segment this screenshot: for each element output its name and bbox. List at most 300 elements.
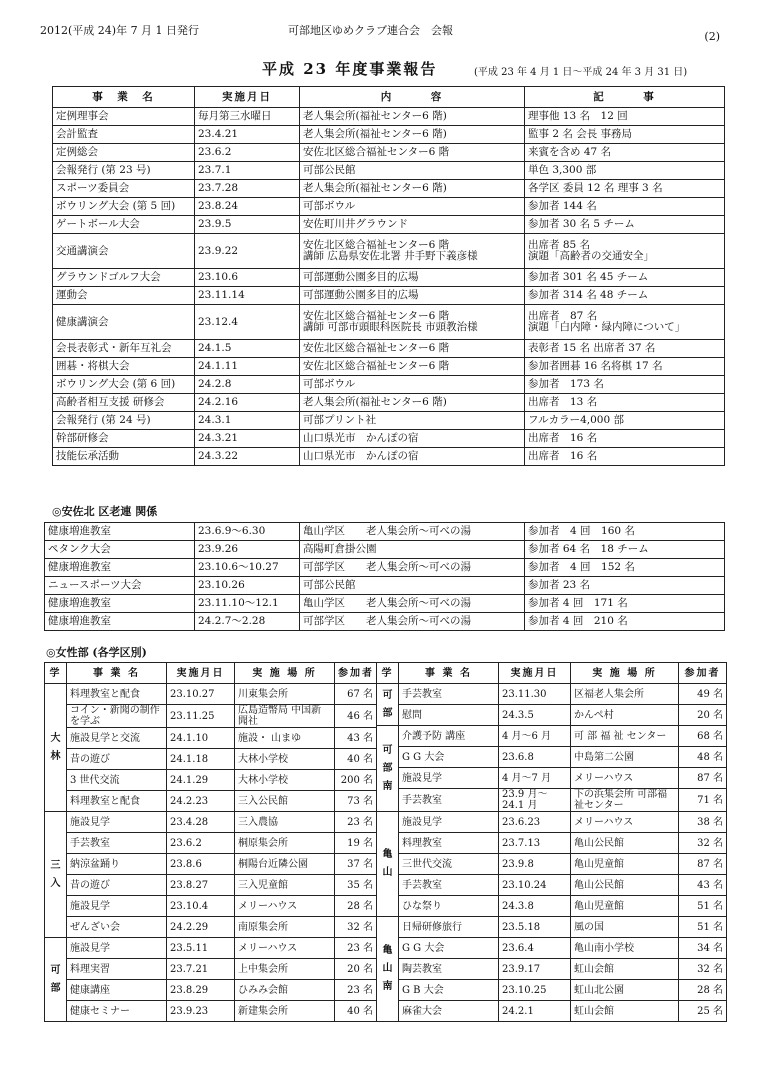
- kurouren-note: 参加者 23 名: [525, 577, 725, 595]
- women-place: 亀山公民館: [571, 833, 679, 854]
- women-place: かんぺ村: [571, 705, 679, 726]
- report-note-line: 単色 3,300 部: [528, 164, 597, 176]
- women-place: 三入児童館: [235, 875, 335, 896]
- women-date: 23.8.29: [167, 980, 235, 1001]
- report-date: 24.3.1: [195, 412, 300, 430]
- women-row: [45, 812, 377, 833]
- district-label: 三入: [45, 812, 67, 938]
- report-name: 会計監査: [53, 126, 195, 144]
- report-row: [53, 198, 725, 216]
- report-note-line: フルカラー4,000 部: [528, 414, 624, 426]
- women-count: 40 名: [335, 749, 377, 770]
- report-date: 24.3.21: [195, 430, 300, 448]
- women-place: メリーハウス: [571, 812, 679, 833]
- women-table-right: [376, 662, 727, 1022]
- report-date: 23.9.22: [195, 234, 300, 269]
- report-content: [300, 448, 525, 466]
- women-date: 24.1.10: [167, 728, 235, 749]
- report-date: 23.7.1: [195, 162, 300, 180]
- women-count: 40 名: [335, 1001, 377, 1022]
- women-row: [377, 896, 727, 917]
- report-note: [525, 412, 725, 430]
- report-note: [525, 394, 725, 412]
- women-date: 23.5.11: [167, 938, 235, 959]
- women-date: 23.11.30: [499, 684, 571, 705]
- women-row: [377, 833, 727, 854]
- kurouren-name: 健康増進教室: [45, 595, 195, 613]
- women-count: 87 名: [679, 854, 727, 875]
- women-event: 納涼盆踊り: [67, 854, 167, 875]
- report-note-line: 監事 2 名 会長 事務局: [528, 128, 633, 140]
- col-district: 学: [377, 663, 399, 684]
- kurouren-date: 23.10.26: [195, 577, 300, 595]
- report-name: グラウンドゴルフ大会: [53, 269, 195, 287]
- women-date: 4 月〜7 月: [499, 768, 571, 789]
- women-event: ひな祭り: [399, 896, 499, 917]
- report-note-line: 演題「高齢者の交通安全」: [528, 250, 654, 262]
- report-row: [53, 305, 725, 340]
- kurouren-name: 健康増進教室: [45, 559, 195, 577]
- women-place: 虹山北公園: [571, 980, 679, 1001]
- district-label: 大林: [45, 684, 67, 812]
- women-date: 23.9.8: [499, 854, 571, 875]
- col-event: 事 業 名: [399, 663, 499, 684]
- women-event: 施設見学: [399, 768, 499, 789]
- report-row: [53, 376, 725, 394]
- women-place: 下の浜集会所 可部福祉センター: [571, 789, 679, 812]
- women-date: 24.2.23: [167, 791, 235, 812]
- women-row: [45, 896, 377, 917]
- women-count: 51 名: [679, 917, 727, 938]
- report-content: [300, 144, 525, 162]
- women-place: 施設・ 山まゆ: [235, 728, 335, 749]
- kurouren-date: 24.2.7〜2.28: [195, 613, 300, 631]
- women-place: メリーハウス: [235, 896, 335, 917]
- women-row: [45, 875, 377, 896]
- report-content-line: 老人集会所(福祉センター6 階): [303, 110, 447, 122]
- women-row: [377, 1001, 727, 1022]
- women-event: ぜんざい会: [67, 917, 167, 938]
- annual-report-table: [52, 86, 725, 466]
- col-place: 実 施 場 所: [235, 663, 335, 684]
- report-name: 健康講演会: [53, 305, 195, 340]
- col-date: 実施月日: [499, 663, 571, 684]
- women-count: 25 名: [679, 1001, 727, 1022]
- women-event: 3 世代交流: [67, 770, 167, 791]
- report-date: 24.1.11: [195, 358, 300, 376]
- report-note-line: 参加者 30 名 5 チーム: [528, 218, 635, 230]
- women-row: [45, 854, 377, 875]
- women-date: 23.9 月〜 24.1 月: [499, 789, 571, 812]
- district-label: 可部: [45, 938, 67, 1022]
- report-note: [525, 358, 725, 376]
- women-place: 三入農協: [235, 812, 335, 833]
- report-content: [300, 376, 525, 394]
- women-table-left: [44, 662, 377, 1022]
- women-count: 73 名: [335, 791, 377, 812]
- women-count: 67 名: [335, 684, 377, 705]
- women-event: 施設見学: [67, 896, 167, 917]
- women-event: 施設見学: [399, 812, 499, 833]
- report-note: [525, 126, 725, 144]
- kurouren-date: 23.10.6〜10.27: [195, 559, 300, 577]
- women-row: [377, 684, 727, 705]
- women-place: 三入公民館: [235, 791, 335, 812]
- report-note-line: 出席者 85 名: [528, 239, 591, 251]
- report-content-line: 安佐北区総合福祉センター6 階: [303, 342, 450, 354]
- women-row: [45, 938, 377, 959]
- women-count: 38 名: [679, 812, 727, 833]
- women-count: 49 名: [679, 684, 727, 705]
- women-date: 23.4.28: [167, 812, 235, 833]
- report-note-line: 出席者 87 名: [528, 310, 598, 322]
- report-row: [53, 340, 725, 358]
- kurouren-name: ペタンク大会: [45, 541, 195, 559]
- report-row: [53, 216, 725, 234]
- report-content-line: 可部運動公園多目的広場: [303, 289, 419, 301]
- women-event: 手芸教室: [399, 684, 499, 705]
- report-row: [53, 269, 725, 287]
- kurouren-date: 23.9.26: [195, 541, 300, 559]
- women-count: 200 名: [335, 770, 377, 791]
- women-row: [45, 770, 377, 791]
- women-count: 32 名: [335, 917, 377, 938]
- women-count: 28 名: [679, 980, 727, 1001]
- women-place: 桐原集会所: [235, 833, 335, 854]
- report-name: 囲碁・将棋大会: [53, 358, 195, 376]
- report-note-line: 出席者 16 名: [528, 432, 598, 444]
- report-note: [525, 108, 725, 126]
- report-note-line: 出席者 16 名: [528, 450, 598, 462]
- women-event: コイン・新聞の制作を学ぶ: [67, 705, 167, 728]
- women-event: 日帰研修旅行: [399, 917, 499, 938]
- women-event: 昔の遊び: [67, 749, 167, 770]
- kurouren-table: [44, 522, 725, 631]
- kurouren-row: [45, 541, 725, 559]
- women-event: 料理教室: [399, 833, 499, 854]
- col-place: 実 施 場 所: [571, 663, 679, 684]
- women-row: [45, 980, 377, 1001]
- report-row: [53, 287, 725, 305]
- report-content: [300, 126, 525, 144]
- women-row: [377, 959, 727, 980]
- kurouren-note: 参加者 4 回 160 名: [525, 523, 725, 541]
- report-content-line: 老人集会所(福祉センター6 階): [303, 128, 447, 140]
- report-name: 定例理事会: [53, 108, 195, 126]
- women-place: 亀山児童館: [571, 896, 679, 917]
- women-date: 23.10.27: [167, 684, 235, 705]
- report-content-line: 山口県光市 かんぽの宿: [303, 432, 419, 444]
- report-content: [300, 234, 525, 269]
- women-row: [45, 749, 377, 770]
- kurouren-name: 健康増進教室: [45, 613, 195, 631]
- report-note: [525, 340, 725, 358]
- report-row: [53, 448, 725, 466]
- district-label: 亀山南: [377, 917, 399, 1022]
- women-row: [377, 768, 727, 789]
- report-content-line: 可部ボウル: [303, 378, 356, 390]
- district-label: 可部: [377, 684, 399, 726]
- report-note-line: 参加者 301 名 45 チーム: [528, 271, 649, 283]
- women-count: 48 名: [679, 747, 727, 768]
- women-event: 料理教室と配食: [67, 684, 167, 705]
- col-header-content: 内 容: [300, 87, 525, 108]
- kurouren-name: 健康増進教室: [45, 523, 195, 541]
- women-date: 23.9.17: [499, 959, 571, 980]
- women-count: 68 名: [679, 726, 727, 747]
- report-date: 23.4.21: [195, 126, 300, 144]
- report-name: 交通講演会: [53, 234, 195, 269]
- women-row: [377, 917, 727, 938]
- report-note: [525, 287, 725, 305]
- section-kurouren-title: ◎安佐北 区老連 関係: [52, 505, 158, 518]
- women-date: 24.2.29: [167, 917, 235, 938]
- report-row: [53, 126, 725, 144]
- page-number: (2): [704, 30, 720, 43]
- women-row: [377, 705, 727, 726]
- report-content: [300, 198, 525, 216]
- kurouren-row: [45, 523, 725, 541]
- women-date: 23.7.13: [499, 833, 571, 854]
- report-content-line: 講師 可部市頭眼科医院長 市頭教治様: [303, 321, 478, 333]
- report-date: 23.7.28: [195, 180, 300, 198]
- women-event: 三世代交流: [399, 854, 499, 875]
- report-name: 運動会: [53, 287, 195, 305]
- report-note-line: 演題「白内障・緑内障について」: [528, 321, 686, 333]
- report-note-line: 表彰者 15 名 出席者 37 名: [528, 342, 656, 354]
- report-content-line: 可部ボウル: [303, 200, 356, 212]
- report-content: [300, 269, 525, 287]
- women-place: 亀山公民館: [571, 875, 679, 896]
- women-date: 4 月〜6 月: [499, 726, 571, 747]
- report-content-line: 可部プリント社: [303, 414, 377, 426]
- report-content: [300, 412, 525, 430]
- women-place: 上中集会所: [235, 959, 335, 980]
- women-row: [45, 684, 377, 705]
- women-count: 23 名: [335, 812, 377, 833]
- report-note-line: 参加者 314 名 48 チーム: [528, 289, 649, 301]
- page-header: [40, 22, 720, 43]
- women-row: [377, 812, 727, 833]
- women-event: 施設見学: [67, 938, 167, 959]
- women-row: [45, 917, 377, 938]
- col-header-date: 実施月日: [195, 87, 300, 108]
- women-event: 手芸教室: [67, 833, 167, 854]
- women-count: 20 名: [335, 959, 377, 980]
- report-row: [53, 430, 725, 448]
- women-date: 23.10.24: [499, 875, 571, 896]
- women-row: [377, 789, 727, 812]
- women-event: 料理教室と配食: [67, 791, 167, 812]
- women-count: 51 名: [679, 896, 727, 917]
- kurouren-content: 可部公民館: [300, 577, 525, 595]
- district-label: 可部南: [377, 726, 399, 812]
- kurouren-row: [45, 595, 725, 613]
- women-count: 32 名: [679, 833, 727, 854]
- women-event: 施設見学: [67, 812, 167, 833]
- report-content: [300, 216, 525, 234]
- report-note: [525, 216, 725, 234]
- kurouren-note: 参加者 4 回 210 名: [525, 613, 725, 631]
- report-content-line: 安佐町川井グラウンド: [303, 218, 408, 230]
- report-name: 幹部研修会: [53, 430, 195, 448]
- report-note: [525, 376, 725, 394]
- report-note-line: 出席者 13 名: [528, 396, 598, 408]
- report-content: [300, 430, 525, 448]
- women-count: 32 名: [679, 959, 727, 980]
- report-date: 23.9.5: [195, 216, 300, 234]
- women-row: [377, 875, 727, 896]
- kurouren-row: [45, 613, 725, 631]
- women-place: 南原集会所: [235, 917, 335, 938]
- report-row: [53, 358, 725, 376]
- women-place: 亀山児童館: [571, 854, 679, 875]
- women-count: 35 名: [335, 875, 377, 896]
- report-name: 高齢者相互支援 研修会: [53, 394, 195, 412]
- women-count: 19 名: [335, 833, 377, 854]
- report-note-line: 来賓を含め 47 名: [528, 146, 612, 158]
- kurouren-name: ニュースポーツ大会: [45, 577, 195, 595]
- women-place: 虹山会館: [571, 959, 679, 980]
- women-count: 34 名: [679, 938, 727, 959]
- women-date: 24.1.18: [167, 749, 235, 770]
- col-header-note: 記 事: [525, 87, 725, 108]
- women-place: 新建集会所: [235, 1001, 335, 1022]
- women-left-header: [45, 663, 377, 684]
- women-right-header: [377, 663, 727, 684]
- women-event: 陶芸教室: [399, 959, 499, 980]
- women-event: 麻雀大会: [399, 1001, 499, 1022]
- women-place: 虹山会館: [571, 1001, 679, 1022]
- women-place: 可 部 福 祉 センター: [571, 726, 679, 747]
- col-count: 参加者: [335, 663, 377, 684]
- kurouren-content: 可部学区 老人集会所〜可べの湯: [300, 613, 525, 631]
- report-row: [53, 162, 725, 180]
- report-date: 23.8.24: [195, 198, 300, 216]
- report-content-line: 可部公民館: [303, 164, 356, 176]
- women-date: 23.10.25: [499, 980, 571, 1001]
- women-date: 24.1.29: [167, 770, 235, 791]
- report-note: [525, 180, 725, 198]
- report-content-line: 可部運動公園多目的広場: [303, 271, 419, 283]
- women-event: 料理実習: [67, 959, 167, 980]
- report-content-line: 安佐北区総合福祉センター6 階: [303, 239, 450, 251]
- col-count: 参加者: [679, 663, 727, 684]
- report-date: 23.6.2: [195, 144, 300, 162]
- report-content-line: 老人集会所(福祉センター6 階): [303, 182, 447, 194]
- kurouren-note: 参加者 4 回 171 名: [525, 595, 725, 613]
- report-name: 定例総会: [53, 144, 195, 162]
- report-note: [525, 234, 725, 269]
- report-note: [525, 305, 725, 340]
- col-event: 事 業 名: [67, 663, 167, 684]
- report-note-line: 参加者 173 名: [528, 378, 604, 390]
- women-event: G G 大会: [399, 938, 499, 959]
- women-date: 23.6.4: [499, 938, 571, 959]
- report-content-line: 安佐北区総合福祉センター6 階: [303, 146, 450, 158]
- report-name: ゲートボール大会: [53, 216, 195, 234]
- women-row: [45, 728, 377, 749]
- report-name: ボウリング大会 (第 6 回): [53, 376, 195, 394]
- women-event: 介護予防 講座: [399, 726, 499, 747]
- report-note: [525, 448, 725, 466]
- women-date: 23.7.21: [167, 959, 235, 980]
- report-row: [53, 144, 725, 162]
- women-place: 広島造幣局 中国新聞社: [235, 705, 335, 728]
- report-date: 23.10.6: [195, 269, 300, 287]
- women-event: G B 大会: [399, 980, 499, 1001]
- report-content-line: 山口県光市 かんぽの宿: [303, 450, 419, 462]
- report-row: [53, 412, 725, 430]
- women-row: [45, 1001, 377, 1022]
- report-note-line: 各学区 委員 12 名 理事 3 名: [528, 182, 663, 194]
- women-place: メリーハウス: [235, 938, 335, 959]
- kurouren-row: [45, 559, 725, 577]
- women-date: 23.6.2: [167, 833, 235, 854]
- page-title: 平成 23 年度事業報告: [262, 60, 438, 78]
- women-row: [45, 833, 377, 854]
- report-note: [525, 198, 725, 216]
- report-name: スポーツ委員会: [53, 180, 195, 198]
- women-event: 健康セミナー: [67, 1001, 167, 1022]
- women-row: [45, 959, 377, 980]
- title-period: (平成 23 年 4 月 1 日〜平成 24 年 3 月 31 日): [474, 67, 688, 78]
- kurouren-note: 参加者 4 回 152 名: [525, 559, 725, 577]
- report-row: [53, 108, 725, 126]
- report-date: 毎月第三水曜日: [195, 108, 300, 126]
- women-place: 川東集会所: [235, 684, 335, 705]
- women-count: 23 名: [335, 980, 377, 1001]
- report-date: 24.2.16: [195, 394, 300, 412]
- report-name: 会長表彰式・新年互礼会: [53, 340, 195, 358]
- kurouren-note: 参加者 64 名 18 チーム: [525, 541, 725, 559]
- women-date: 23.5.18: [499, 917, 571, 938]
- report-name: 会報発行 (第 24 号): [53, 412, 195, 430]
- women-place: 風の国: [571, 917, 679, 938]
- col-date: 実施月日: [167, 663, 235, 684]
- report-note: [525, 162, 725, 180]
- report-content: [300, 305, 525, 340]
- women-event: 手芸教室: [399, 875, 499, 896]
- report-note-line: 理事他 13 名 12 回: [528, 110, 628, 122]
- report-note: [525, 269, 725, 287]
- report-content: [300, 287, 525, 305]
- women-event: 健康講座: [67, 980, 167, 1001]
- women-date: 23.8.27: [167, 875, 235, 896]
- women-count: 23 名: [335, 938, 377, 959]
- district-label: 亀山: [377, 812, 399, 917]
- women-place: ひみみ会館: [235, 980, 335, 1001]
- kurouren-content: 可部学区 老人集会所〜可べの湯: [300, 559, 525, 577]
- kurouren-row: [45, 577, 725, 595]
- women-date: 23.8.6: [167, 854, 235, 875]
- kurouren-content: 亀山学区 老人集会所〜可べの湯: [300, 595, 525, 613]
- women-count: 43 名: [679, 875, 727, 896]
- report-content: [300, 108, 525, 126]
- report-content-line: 安佐北区総合福祉センター6 階: [303, 360, 450, 372]
- col-district: 学: [45, 663, 67, 684]
- report-row: [53, 234, 725, 269]
- kurouren-date: 23.6.9〜6.30: [195, 523, 300, 541]
- women-row: [377, 854, 727, 875]
- women-place: 桐陽台近隣公園: [235, 854, 335, 875]
- women-date: 24.3.5: [499, 705, 571, 726]
- report-row: [53, 180, 725, 198]
- women-row: [377, 938, 727, 959]
- women-count: 43 名: [335, 728, 377, 749]
- women-event: 慰問: [399, 705, 499, 726]
- women-count: 37 名: [335, 854, 377, 875]
